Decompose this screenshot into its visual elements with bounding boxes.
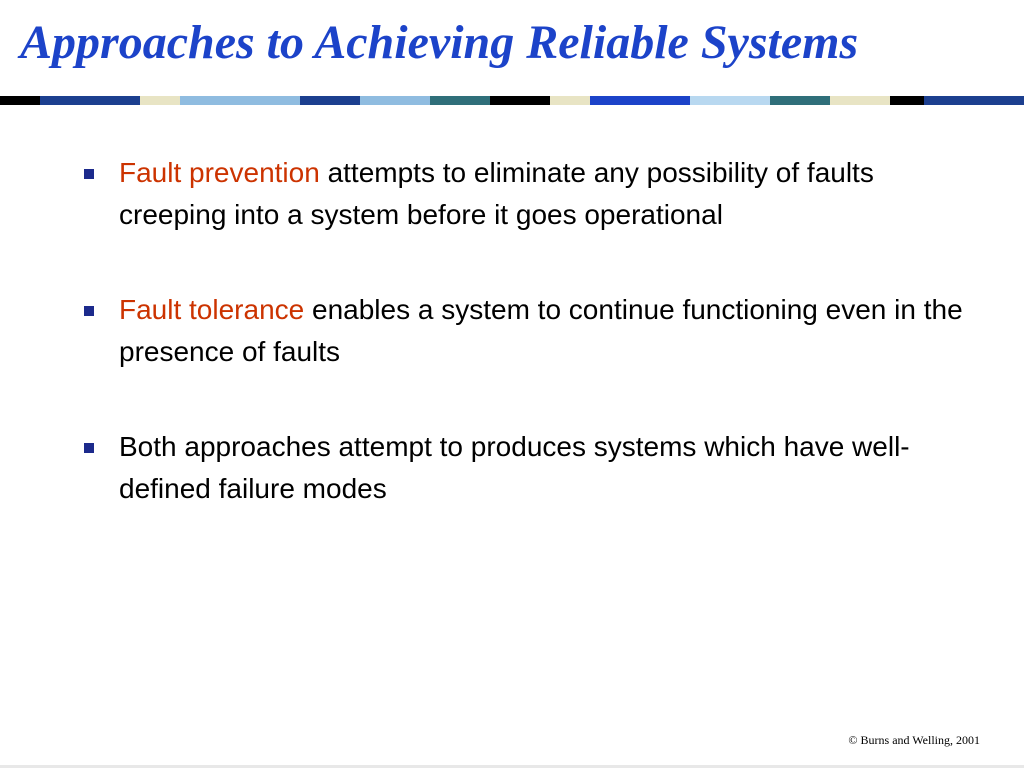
stripe-segment bbox=[690, 96, 770, 105]
square-bullet-icon bbox=[84, 306, 94, 316]
stripe-segment bbox=[924, 96, 1024, 105]
stripe-segment bbox=[430, 96, 490, 105]
bullet-highlight: Fault prevention bbox=[119, 157, 320, 188]
stripe-segment bbox=[590, 96, 690, 105]
stripe-segment bbox=[140, 96, 180, 105]
decorative-stripe bbox=[0, 96, 1024, 105]
bullet-text: enables a system to continue functioning even in the presence of faults bbox=[119, 294, 963, 367]
stripe-segment bbox=[830, 96, 890, 105]
square-bullet-icon bbox=[84, 169, 94, 179]
bullet-text: Both approaches attempt to produces systems which have well-defined failure modes bbox=[119, 431, 910, 504]
bullet-item-both-approaches bbox=[84, 426, 984, 510]
stripe-segment bbox=[180, 96, 300, 105]
stripe-segment bbox=[890, 96, 924, 105]
bullet-item-fault-tolerance bbox=[84, 289, 984, 373]
bullet-list bbox=[84, 152, 984, 563]
stripe-segment bbox=[300, 96, 360, 105]
bullet-item-fault-prevention bbox=[84, 152, 984, 236]
square-bullet-icon bbox=[84, 443, 94, 453]
stripe-segment bbox=[40, 96, 140, 105]
bullet-highlight: Fault tolerance bbox=[119, 294, 305, 325]
bullet-text: attempts to eliminate any possibility of faults creeping into a system before it goes operational bbox=[119, 157, 874, 230]
stripe-segment bbox=[490, 96, 550, 105]
stripe-segment bbox=[360, 96, 430, 105]
stripe-segment bbox=[550, 96, 590, 105]
slide-title: Approaches to Achieving Reliable Systems bbox=[20, 16, 859, 69]
stripe-segment bbox=[0, 96, 40, 105]
copyright-footer: © Burns and Welling, 2001 bbox=[848, 733, 980, 747]
stripe-segment bbox=[770, 96, 830, 105]
